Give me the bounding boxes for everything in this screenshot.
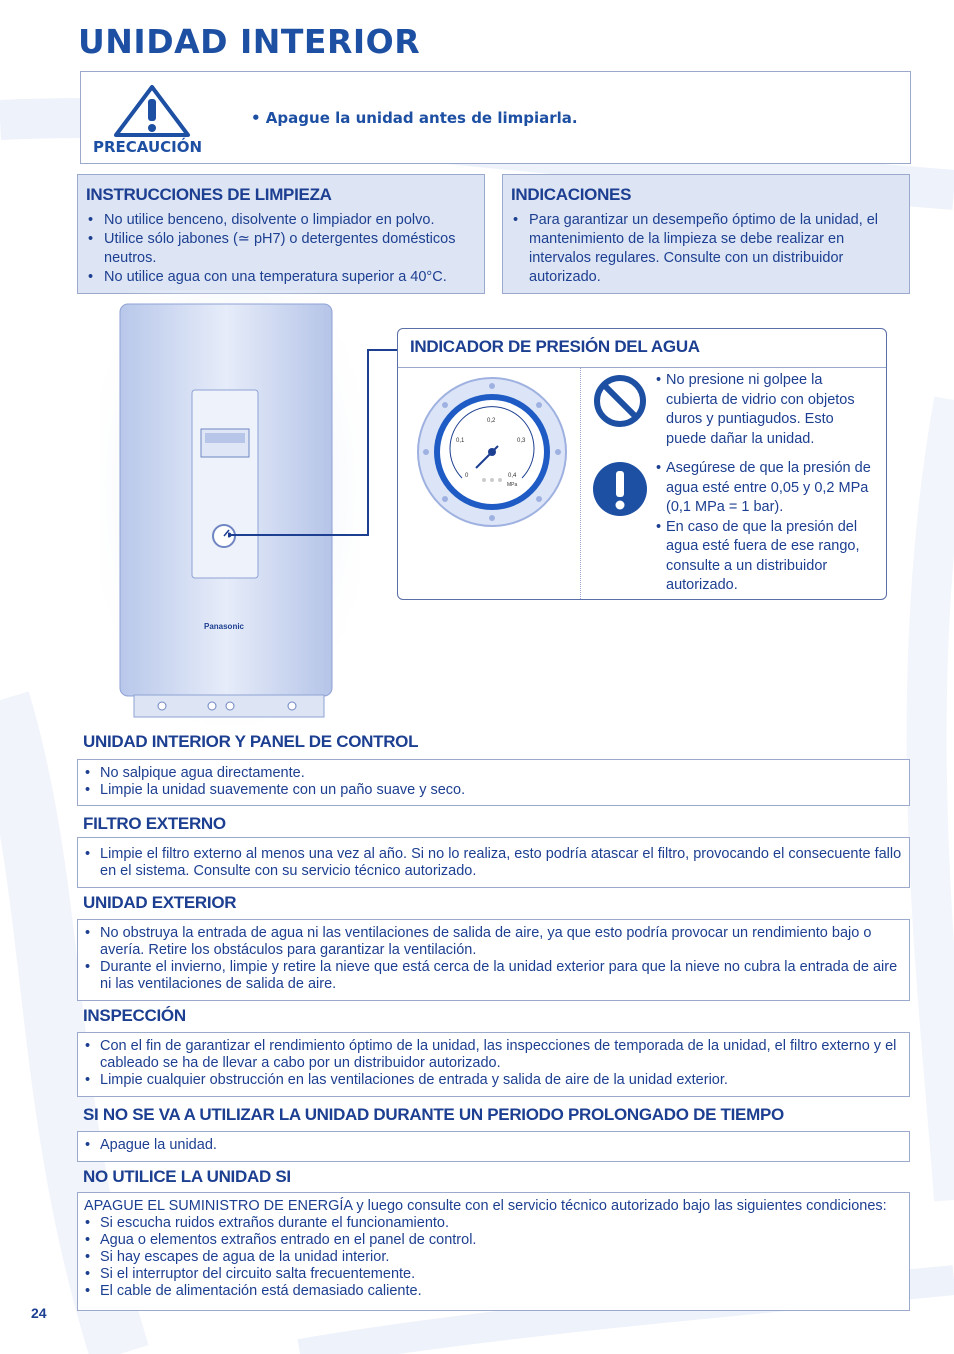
section-title-do-not-use: NO UTILICE LA UNIDAD SI xyxy=(83,1167,291,1186)
list-item: • Limpie el filtro externo al menos una vez al año. Si no lo realiza, esto podría atascar el filtro, provocando el consecuente fallo en el sistema. Consulte con su servicio técnico autorizado. xyxy=(80,846,902,880)
gauge-label: 0,1 xyxy=(456,438,465,444)
gauge-label: 0,4 xyxy=(508,473,517,479)
prohibited-icon xyxy=(592,373,648,429)
section-box-external-filter xyxy=(77,837,910,888)
divider xyxy=(580,368,581,599)
list-item: • Si hay escapes de agua de la unidad interior. xyxy=(80,1249,902,1266)
list-item: • Limpie cualquier obstrucción en las ventilaciones de entrada y salida de aire de la unidad exterior. xyxy=(80,1072,902,1089)
pressure-indicator-title: INDICADOR DE PRESIÓN DEL AGUA xyxy=(410,337,700,356)
prohibited-text-block xyxy=(656,371,876,449)
section-title-inspection: INSPECCIÓN xyxy=(83,1006,186,1025)
list-item: • No salpique agua directamente. xyxy=(80,765,900,782)
list-item: • Limpie la unidad suavemente con un paño suave y seco. xyxy=(80,782,900,799)
indications-title: INDICACIONES xyxy=(511,185,632,204)
section-box-indoor-unit xyxy=(77,759,910,806)
section-title-indoor-unit: UNIDAD INTERIOR Y PANEL DE CONTROL xyxy=(83,732,419,751)
list-item: • No presione ni golpee la cubierta de vidrio con objetos duros y puntiagudos. Esto puede dañar la unidad. xyxy=(656,371,876,449)
list-item: • No utilice agua con una temperatura superior a 40°C. xyxy=(86,268,478,287)
unit-brand: Panasonic xyxy=(203,622,245,631)
page-number: 24 xyxy=(31,1305,47,1321)
gauge-label: 0,3 xyxy=(517,438,526,444)
list-item: • Apague la unidad. xyxy=(80,1137,902,1154)
caution-label: PRECAUCIÓN xyxy=(93,138,203,156)
list-item: • El cable de alimentación está demasiado caliente. xyxy=(80,1283,902,1300)
divider xyxy=(398,367,886,368)
section-box-outdoor-unit xyxy=(77,919,910,1001)
caution-text: • Apague la unidad antes de limpiarla. xyxy=(251,109,578,127)
indications-panel xyxy=(502,174,910,294)
list-item: • Para garantizar un desempeño óptimo de la unidad, el mantenimiento de la limpieza se debe realizar en intervalos regulares. Consulte con un distribuidor autorizado. xyxy=(511,211,899,287)
gauge-label: 0 xyxy=(465,473,469,479)
list-item: • Si el interruptor del circuito salta frecuentemente. xyxy=(80,1266,902,1283)
pressure-gauge-icon xyxy=(416,376,568,528)
list-item: • Agua o elementos extraños entrado en el panel de control. xyxy=(80,1232,902,1249)
list-item: • No utilice benceno, disolvente o limpiador en polvo. xyxy=(86,211,478,230)
water-pressure-indicator-panel xyxy=(397,328,887,600)
list-item: • Utilice sólo jabones (≃ pH7) o detergentes domésticos neutros. xyxy=(86,230,478,268)
section-intro: APAGUE EL SUMINISTRO DE ENERGÍA y luego consulte con el servicio técnico autorizado bajo las siguientes condiciones: xyxy=(84,1198,887,1214)
section-box-long-period xyxy=(77,1131,910,1162)
section-title-external-filter: FILTRO EXTERNO xyxy=(83,814,226,833)
list-item: • Asegúrese de que la presión de agua esté entre 0,05 y 0,2 MPa (0,1 MPa = 1 bar). xyxy=(656,459,882,518)
section-title-long-period: SI NO SE VA A UTILIZAR LA UNIDAD DURANTE UN PERIODO PROLONGADO DE TIEMPO xyxy=(83,1105,784,1124)
section-box-inspection xyxy=(77,1032,910,1097)
list-item: • Durante el invierno, limpie y retire la nieve que está cerca de la unidad exterior para que la nieve no cubra la entrada de aire ni las ventilaciones de salida de aire. xyxy=(80,959,902,993)
section-box-do-not-use xyxy=(77,1192,910,1311)
gauge-label: 0,2 xyxy=(487,418,496,424)
gauge-unit: MPa xyxy=(507,482,518,488)
gauge-connector-line xyxy=(228,345,400,545)
cleaning-instructions-title: INSTRUCCIONES DE LIMPIEZA xyxy=(86,185,332,204)
warning-triangle-icon xyxy=(113,84,191,138)
cleaning-instructions-panel xyxy=(77,174,485,294)
list-item: • Con el fin de garantizar el rendimiento óptimo de la unidad, las inspecciones de temporada de la unidad, el filtro externo y el cableado se ha de llevar a cabo por un distribuidor autorizado. xyxy=(80,1038,902,1072)
list-item: • Si escucha ruidos extraños durante el funcionamiento. xyxy=(80,1215,902,1232)
mandatory-text-block xyxy=(656,459,882,596)
list-item: • En caso de que la presión del agua esté fuera de ese rango, consulte a un distribuidor autorizado. xyxy=(656,518,882,596)
list-item: • No obstruya la entrada de agua ni las ventilaciones de salida de aire, ya que esto podría provocar un rendimiento bajo o avería. Retire los obstáculos para garantizar la ventilación. xyxy=(80,925,902,959)
caution-box xyxy=(80,71,911,164)
page-title: UNIDAD INTERIOR xyxy=(78,22,421,61)
mandatory-icon xyxy=(592,461,648,517)
section-title-outdoor-unit: UNIDAD EXTERIOR xyxy=(83,893,237,912)
